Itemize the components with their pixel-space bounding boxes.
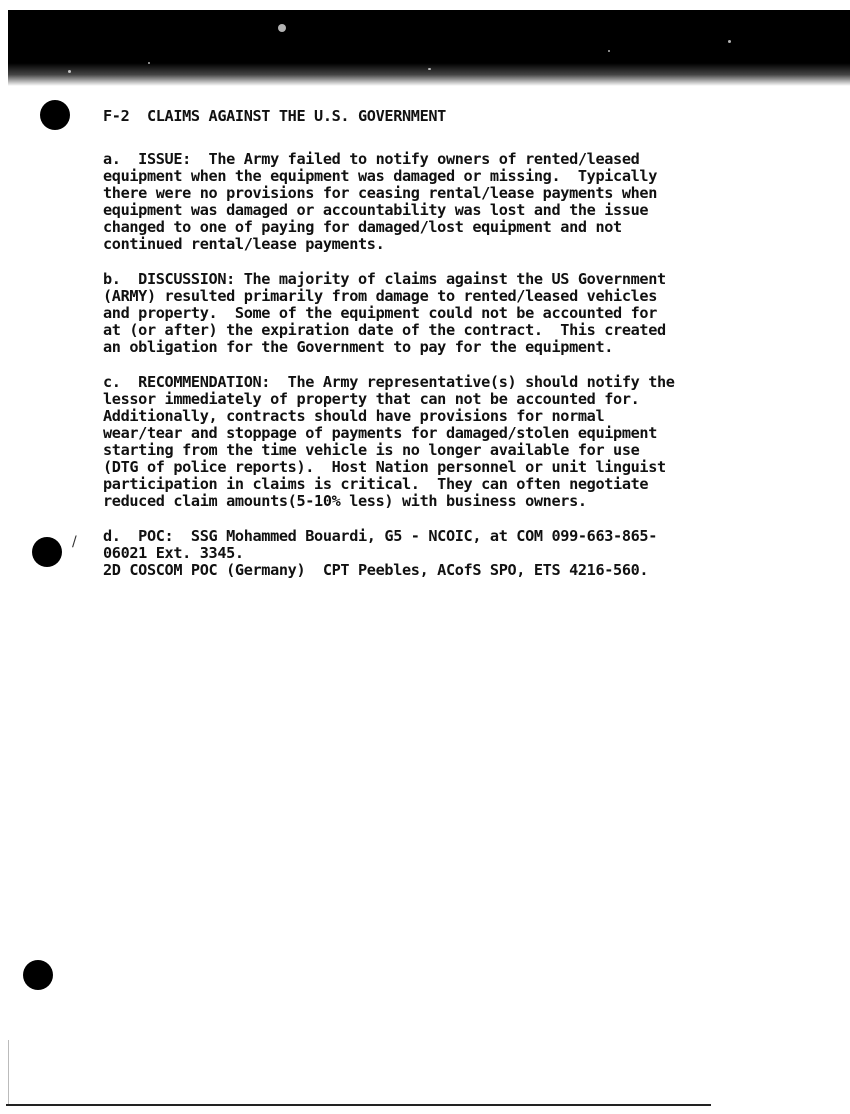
punch-hole-bottom bbox=[23, 960, 53, 990]
text-line: starting from the time vehicle is no longer available for use bbox=[103, 441, 640, 459]
stray-pen-mark: / bbox=[72, 534, 77, 550]
scan-bottom-rule bbox=[6, 1104, 711, 1106]
text-line: Additionally, contracts should have provisions for normal bbox=[103, 407, 605, 425]
paragraph-poc bbox=[103, 528, 783, 579]
text-line: there were no provisions for ceasing rental/lease payments when bbox=[103, 184, 658, 202]
text-line: changed to one of paying for damaged/lost equipment and not bbox=[103, 218, 622, 236]
text-line: at (or after) the expiration date of the contract. This created bbox=[103, 321, 666, 339]
text-line: participation in claims is critical. They can often negotiate bbox=[103, 475, 649, 493]
paragraph-recommendation bbox=[103, 374, 783, 510]
text-line: an obligation for the Government to pay for the equipment. bbox=[103, 338, 614, 356]
text-line: a. ISSUE: The Army failed to notify owners of rented/leased bbox=[103, 150, 640, 168]
text-line: reduced claim amounts(5-10% less) with business owners. bbox=[103, 492, 587, 510]
paragraph-discussion bbox=[103, 271, 783, 356]
scan-edge-line bbox=[8, 1040, 9, 1106]
text-line: wear/tear and stoppage of payments for damaged/stolen equipment bbox=[103, 424, 658, 442]
paragraph-issue bbox=[103, 151, 783, 253]
document-body bbox=[103, 108, 783, 597]
text-line: 06021 Ext. 3345. bbox=[103, 544, 244, 562]
text-line: lessor immediately of property that can not be accounted for. bbox=[103, 390, 640, 408]
text-line: 2D COSCOM POC (Germany) CPT Peebles, ACofS SPO, ETS 4216-560. bbox=[103, 561, 649, 579]
punch-hole-middle bbox=[32, 537, 62, 567]
text-line: equipment when the equipment was damaged or missing. Typically bbox=[103, 167, 658, 185]
text-line: d. POC: SSG Mohammed Bouardi, G5 - NCOIC, at COM 099-663-865- bbox=[103, 527, 658, 545]
text-line: c. RECOMMENDATION: The Army representative(s) should notify the bbox=[103, 373, 675, 391]
punch-hole-top bbox=[40, 100, 70, 130]
text-line: equipment was damaged or accountability was lost and the issue bbox=[103, 201, 649, 219]
text-line: continued rental/lease payments. bbox=[103, 235, 385, 253]
text-line: (ARMY) resulted primarily from damage to rented/leased vehicles bbox=[103, 287, 658, 305]
text-line: and property. Some of the equipment could not be accounted for bbox=[103, 304, 658, 322]
text-line: b. DISCUSSION: The majority of claims against the US Government bbox=[103, 270, 666, 288]
section-heading: F-2 CLAIMS AGAINST THE U.S. GOVERNMENT bbox=[103, 107, 446, 125]
text-line: (DTG of police reports). Host Nation personnel or unit linguist bbox=[103, 458, 666, 476]
scan-header-band bbox=[8, 10, 850, 86]
